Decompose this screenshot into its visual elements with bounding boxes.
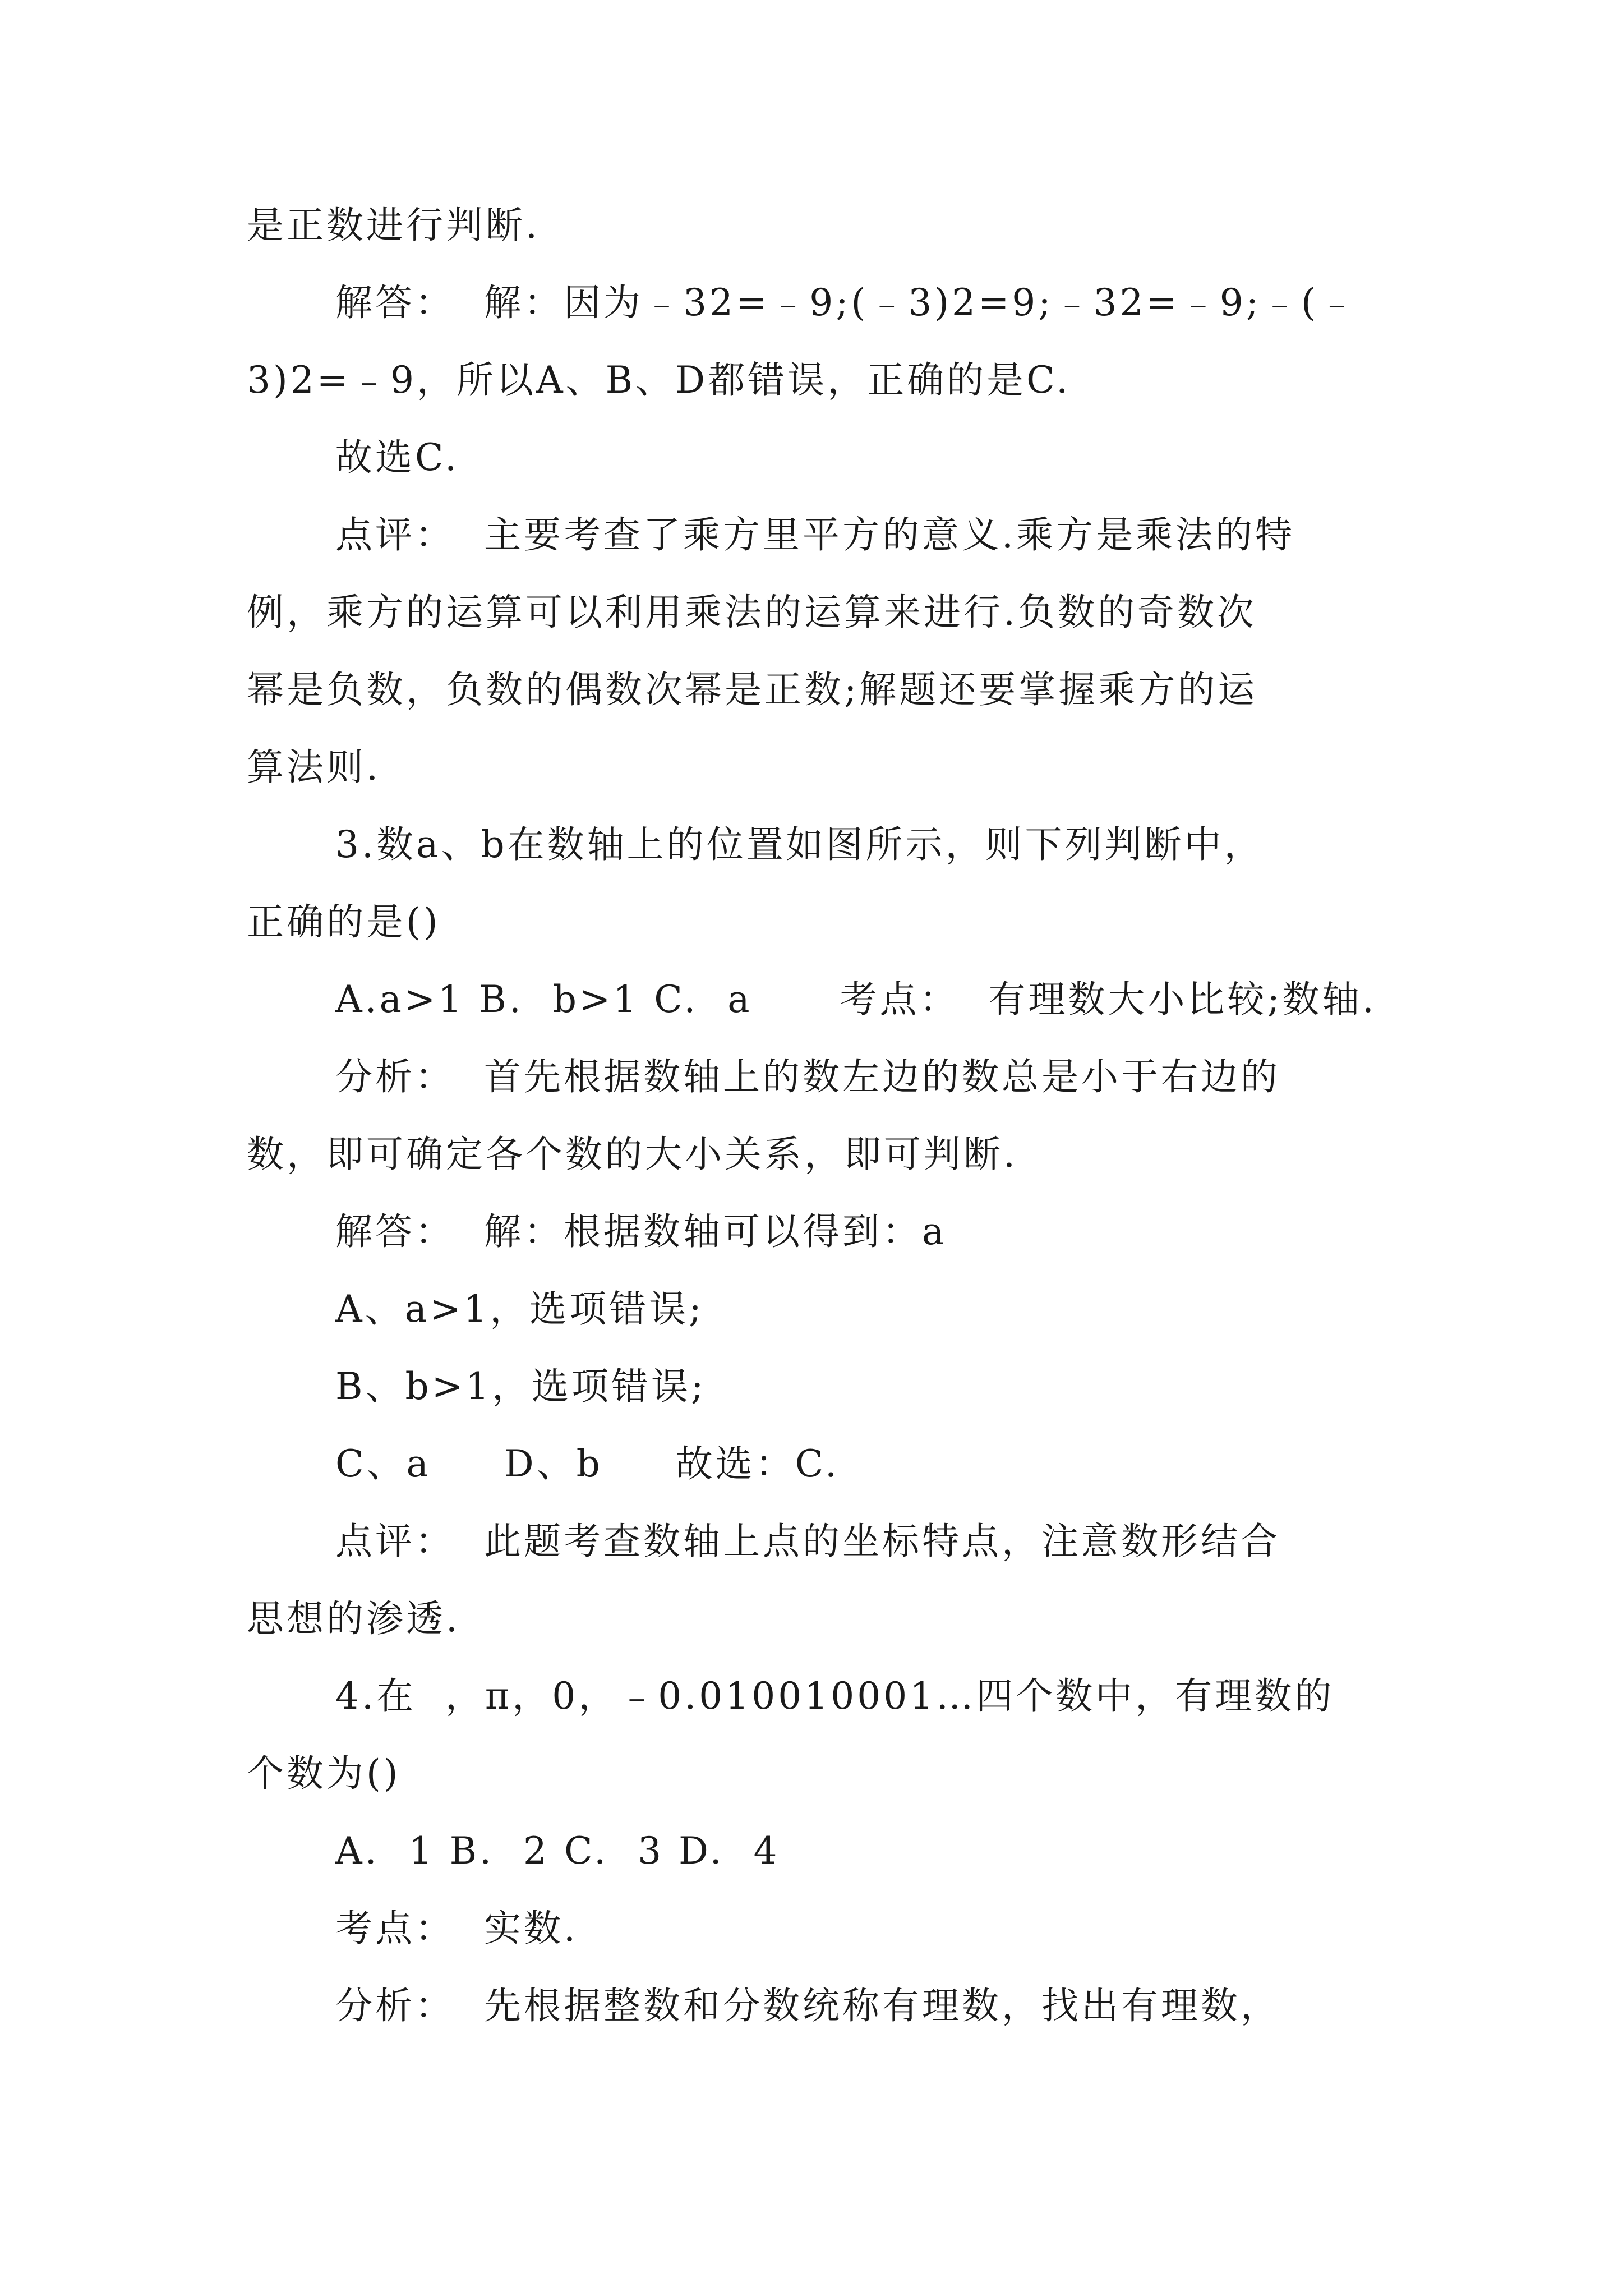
text-line-11: A.a>1 B. b>1 C. a 考点： 有理数大小比较;数轴.	[335, 978, 1377, 1021]
text-line-13: 数，即可确定各个数的大小关系，即可判断.	[247, 1133, 1018, 1176]
text-line-22: A. 1 B. 2 C. 3 D. 4	[335, 1829, 780, 1872]
text-line-15: A、a>1，选项错误;	[335, 1287, 704, 1331]
text-line-19: 思想的渗透.	[247, 1597, 460, 1640]
text-line-18: 点评： 此题考查数轴上点的坐标特点，注意数形结合	[335, 1520, 1280, 1563]
text-line-20: 4.在 ，π，0，﹣0.010010001…四个数中，有理数的	[335, 1674, 1335, 1718]
text-line-1: 是正数进行判断.	[247, 204, 540, 247]
text-line-7: 幂是负数，负数的偶数次幂是正数;解题还要掌握乘方的运	[247, 668, 1258, 711]
text-line-24: 分析： 先根据整数和分数统称有理数，找出有理数，	[335, 1984, 1280, 2027]
text-line-4: 故选C.	[335, 436, 460, 479]
text-line-12: 分析： 首先根据数轴上的数左边的数总是小于右边的	[335, 1055, 1280, 1098]
text-line-23: 考点： 实数.	[335, 1907, 578, 1950]
text-line-14: 解答： 解：根据数轴可以得到：a	[335, 1210, 947, 1253]
text-line-8: 算法则.	[247, 746, 381, 789]
text-line-5: 点评： 主要考查了乘方里平方的意义.乘方是乘法的特	[335, 513, 1295, 556]
text-line-16: B、b>1，选项错误;	[335, 1365, 707, 1408]
text-line-21: 个数为()	[247, 1752, 401, 1795]
text-line-6: 例，乘方的运算可以利用乘法的运算来进行.负数的奇数次	[247, 591, 1257, 634]
text-line-2: 解答： 解：因为﹣32=﹣9;(﹣3)2=9;﹣32=﹣9;﹣(﹣	[335, 281, 1358, 324]
text-line-9: 3.数a、b在数轴上的位置如图所示，则下列判断中，	[335, 823, 1264, 866]
text-line-10: 正确的是()	[247, 900, 441, 944]
text-line-17: C、a D、b 故选：C.	[335, 1442, 840, 1485]
text-line-3: 3)2=﹣9，所以A、B、D都错误，正确的是C.	[247, 358, 1071, 402]
